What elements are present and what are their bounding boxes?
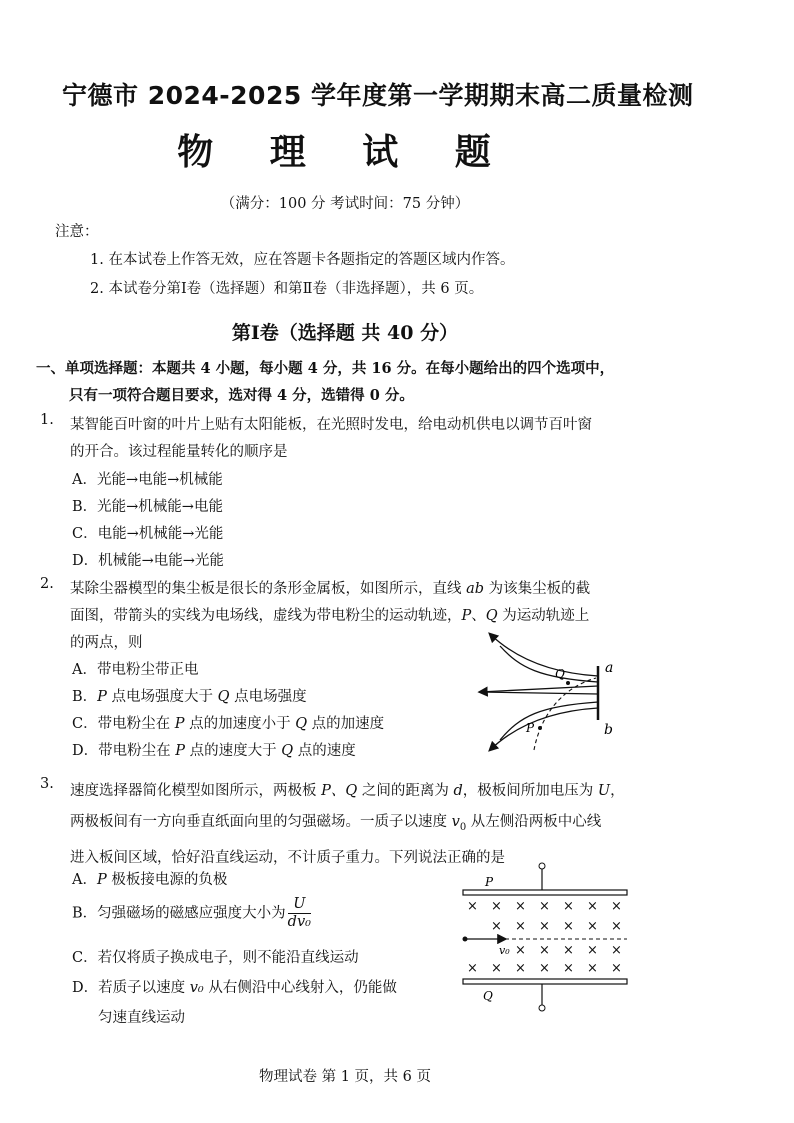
field-cross: × bbox=[515, 961, 526, 976]
part-one-line: 只有一项符合题目要求，选对得 4 分，选错得 0 分。 bbox=[69, 387, 414, 404]
question-number: 3. bbox=[40, 776, 54, 792]
option-d: D．机械能→电能→光能 bbox=[72, 553, 224, 569]
field-cross: × bbox=[515, 919, 526, 934]
plate-p bbox=[463, 890, 627, 895]
field-cross: × bbox=[563, 919, 574, 934]
field-cross: × bbox=[491, 961, 502, 976]
option-c: C．若仅将质子换成电子，则不能沿直线运动 bbox=[72, 950, 359, 966]
option-b: B．匀强磁场的磁感应强度大小为 $\frac{U}{\text{dv₀}}$ bbox=[72, 896, 311, 930]
field-line bbox=[480, 692, 598, 694]
field-cross: × bbox=[491, 919, 502, 934]
exam-meta: （满分：100 分 考试时间：75 分钟） bbox=[220, 196, 470, 212]
field-cross: × bbox=[563, 899, 574, 914]
exam-title: 宁德市 2024-2025 学年度第一学期期末高二质量检测 bbox=[62, 81, 694, 110]
field-cross: × bbox=[611, 919, 622, 934]
label-b: b bbox=[604, 722, 613, 738]
question-line: 的两点，则 bbox=[70, 635, 143, 651]
terminal bbox=[539, 863, 545, 869]
field-cross: × bbox=[563, 961, 574, 976]
question-line: 某除尘器模型的集尘板是很长的条形金属板，如图所示，直线 ab 为该集尘板的截 bbox=[70, 581, 591, 597]
field-cross: × bbox=[515, 943, 526, 958]
option-c: C．带电粉尘在 P 点的加速度小于 Q 点的加速度 bbox=[72, 716, 385, 732]
page-footer: 物理试卷 第 1 页，共 6 页 bbox=[259, 1069, 431, 1085]
field-line bbox=[490, 634, 598, 676]
point-q bbox=[566, 681, 570, 685]
label-v0: v₀ bbox=[499, 944, 510, 957]
question-number: 1. bbox=[40, 412, 54, 428]
option-c: C．电能→机械能→光能 bbox=[72, 526, 224, 542]
field-cross: × bbox=[611, 961, 622, 976]
option-a: A．P 极板接电源的负极 bbox=[72, 872, 228, 888]
notice-item: 2. 本试卷分第Ⅰ卷（选择题）和第Ⅱ卷（非选择题），共 6 页。 bbox=[90, 281, 484, 297]
question-1-text bbox=[70, 412, 592, 466]
question-3-text bbox=[70, 776, 690, 874]
question-line: 某智能百叶窗的叶片上贴有太阳能板，在光照时发电，给电动机供电以调节百叶窗 bbox=[70, 417, 592, 433]
field-line bbox=[500, 702, 598, 740]
dust-collector-figure bbox=[470, 628, 630, 758]
subject-title: 物 理 试 题 bbox=[177, 131, 513, 173]
proton bbox=[463, 937, 468, 942]
field-line bbox=[490, 708, 598, 750]
question-line: 两极板间有一方向垂直纸面向里的匀强磁场。一质子以速度 $v_0$ 从左侧沿两板中心线 bbox=[70, 814, 602, 833]
label-q: Q bbox=[555, 667, 565, 681]
question-line: 的开合。该过程能量转化的顺序是 bbox=[70, 444, 288, 460]
option-b: B．光能→机械能→电能 bbox=[72, 499, 223, 515]
option-a: A．带电粉尘带正电 bbox=[72, 662, 199, 678]
field-cross: × bbox=[491, 899, 502, 914]
field-cross: × bbox=[587, 899, 598, 914]
field-cross: × bbox=[539, 943, 550, 958]
section-title: 第Ⅰ卷（选择题 共 40 分） bbox=[231, 322, 459, 344]
question-number: 2. bbox=[40, 576, 54, 592]
option-d: D．带电粉尘在 P 点的速度大于 Q 点的速度 bbox=[72, 743, 356, 759]
notice-label: 注意： bbox=[55, 224, 99, 240]
option-b: B．P 点电场强度大于 Q 点电场强度 bbox=[72, 689, 307, 705]
terminal bbox=[539, 1005, 545, 1011]
option-d: D．若质子以速度 v₀ 从右侧沿中心线射入，仍能做 bbox=[72, 980, 397, 996]
magnetic-field-crosses bbox=[467, 899, 622, 976]
notice-item: 1. 在本试卷上作答无效，应在答题卡各题指定的答题区域内作答。 bbox=[90, 252, 515, 268]
field-cross: × bbox=[587, 919, 598, 934]
question-line: 速度选择器简化模型如图所示，两极板 P、Q 之间的距离为 d，极板间所加电压为 U， bbox=[70, 783, 625, 799]
field-cross: × bbox=[611, 943, 622, 958]
label-a: a bbox=[605, 660, 614, 676]
field-line bbox=[480, 686, 598, 692]
velocity-selector-figure bbox=[455, 862, 635, 1012]
option-a: A．光能→电能→机械能 bbox=[72, 472, 223, 488]
part-one-line: 一、单项选择题：本题共 4 小题，每小题 4 分，共 16 分。在每小题给出的四个选项中， bbox=[36, 360, 615, 377]
field-cross: × bbox=[539, 899, 550, 914]
question-line: 进入板间区域，恰好沿直线运动，不计质子重力。下列说法正确的是 bbox=[70, 849, 505, 866]
field-cross: × bbox=[563, 943, 574, 958]
point-p bbox=[538, 726, 542, 730]
field-cross: × bbox=[515, 899, 526, 914]
field-cross: × bbox=[467, 899, 478, 914]
field-cross: × bbox=[587, 961, 598, 976]
field-cross: × bbox=[587, 943, 598, 958]
part-one-instructions bbox=[36, 355, 696, 409]
label-q: Q bbox=[483, 989, 493, 1003]
fraction: $\frac{U}{\text{dv₀}}$ bbox=[287, 896, 311, 930]
field-cross: × bbox=[539, 919, 550, 934]
field-cross: × bbox=[539, 961, 550, 976]
question-line: 面图，带箭头的实线为电场线，虚线为带电粉尘的运动轨迹，P、Q 为运动轨迹上 bbox=[70, 608, 590, 624]
field-cross: × bbox=[611, 899, 622, 914]
label-p: P bbox=[485, 875, 494, 889]
label-p: P bbox=[526, 721, 535, 735]
option-d-continued: 匀速直线运动 bbox=[98, 1010, 185, 1026]
field-line bbox=[500, 646, 598, 682]
plate-q bbox=[463, 979, 627, 984]
field-cross: × bbox=[467, 961, 478, 976]
